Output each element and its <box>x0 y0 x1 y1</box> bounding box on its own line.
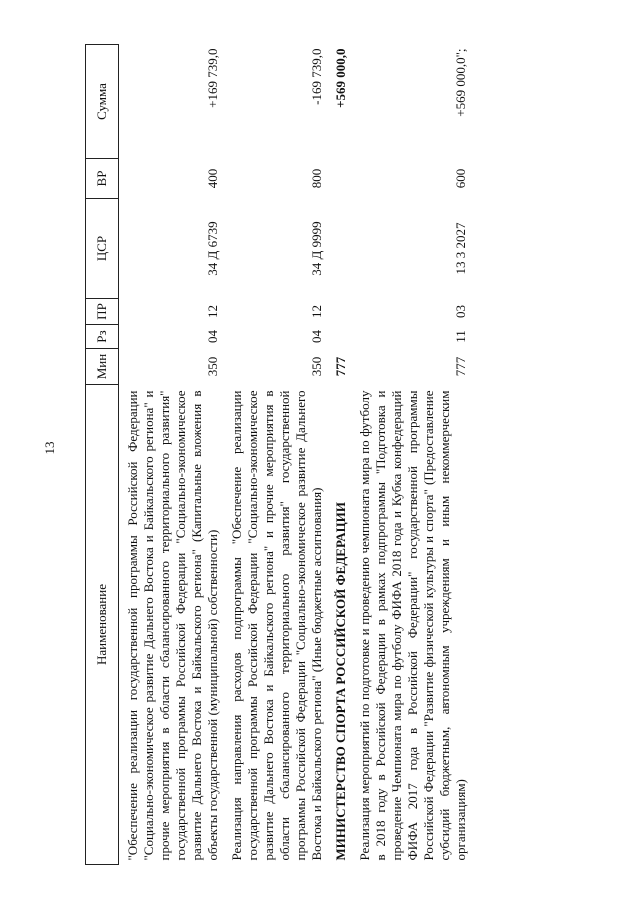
row-csr: 13 3 2027 <box>453 222 468 275</box>
table-header-row <box>86 45 119 865</box>
row-rz: 04 <box>309 330 324 343</box>
row-pr: 12 <box>205 305 220 318</box>
row-name: Реализация направления расходов подпрограммы "Обеспечение реализации государственной программы Российской Федерации "Социально-экономическое развитие Дальнего Востока и Байкальского региона" и прочие мероприятия в области сбалансированного территориального развития" государственной программы Российской Федерации "Социально-экономическое развитие Дальнего Востока и Байкальского региона" (Иные бюджетные ассигнования) <box>229 390 324 861</box>
row-sum: -169 739,0 <box>309 48 324 105</box>
table-row-section <box>327 45 351 865</box>
row-min: 777 <box>453 356 468 377</box>
row-csr <box>327 199 351 299</box>
row-min: 350 <box>309 356 324 377</box>
table-row <box>223 45 327 865</box>
budget-table <box>85 44 471 865</box>
row-rz: 04 <box>205 330 220 343</box>
row-name: МИНИСТЕРСТВО СПОРТА РОССИЙСКОЙ ФЕДЕРАЦИИ <box>333 502 348 861</box>
header-min: Мин <box>86 349 119 385</box>
row-min: 350 <box>205 356 220 377</box>
row-rz: 11 <box>453 330 468 343</box>
row-pr <box>327 299 351 325</box>
row-pr: 12 <box>309 305 324 318</box>
header-name: Наименование <box>86 385 119 865</box>
row-name: Реализация мероприятий по подготовке и проведению чемпионата мира по футболу в 2018 году в Российской Федерации в рамках подпрограммы "Подготовка и проведение Чемпионата мира по футболу ФИФА 2018 года и Кубка конфедераций ФИФА 2017 года в Российской Федерации" государственной программы Российской Федерации "Развитие физической культуры и спорта" (Предоставление субсидий бюджетным, автономным учреждениям и иным некоммерческим организациям) <box>357 390 468 861</box>
row-vr <box>327 159 351 199</box>
row-csr: 34 Д 9999 <box>309 221 324 276</box>
document-sheet <box>85 45 610 865</box>
page-number: 13 <box>42 441 57 455</box>
header-rz: Рз <box>86 325 119 349</box>
header-pr: ПР <box>86 299 119 325</box>
row-rz <box>327 325 351 349</box>
row-name: "Обеспечение реализации государственной программы Российской Федерации "Социально-экономическое развитие Дальнего Востока и Байкальского региона" и прочие мероприятия в области сбалансированного территориального развития" государственной программы Российской Федерации "Социально-экономическое развитие Дальнего Востока и Байкальского региона" (Капитальные вложения в объекты государственной (муниципальной) собственности) <box>125 390 220 861</box>
header-sum: Сумма <box>86 45 119 159</box>
row-sum: +569 000,0"; <box>453 48 468 117</box>
row-vr: 800 <box>309 168 324 189</box>
table-row <box>119 45 224 865</box>
header-vr: ВР <box>86 159 119 199</box>
header-csr: ЦСР <box>86 199 119 299</box>
row-min: 777 <box>333 356 348 377</box>
row-vr: 600 <box>453 168 468 189</box>
row-csr: 34 Д 6739 <box>205 221 220 276</box>
row-pr: 03 <box>453 305 468 318</box>
row-sum: +169 739,0 <box>205 48 220 108</box>
table-row <box>351 45 471 865</box>
row-sum: +569 000,0 <box>333 48 348 108</box>
row-vr: 400 <box>205 168 220 189</box>
